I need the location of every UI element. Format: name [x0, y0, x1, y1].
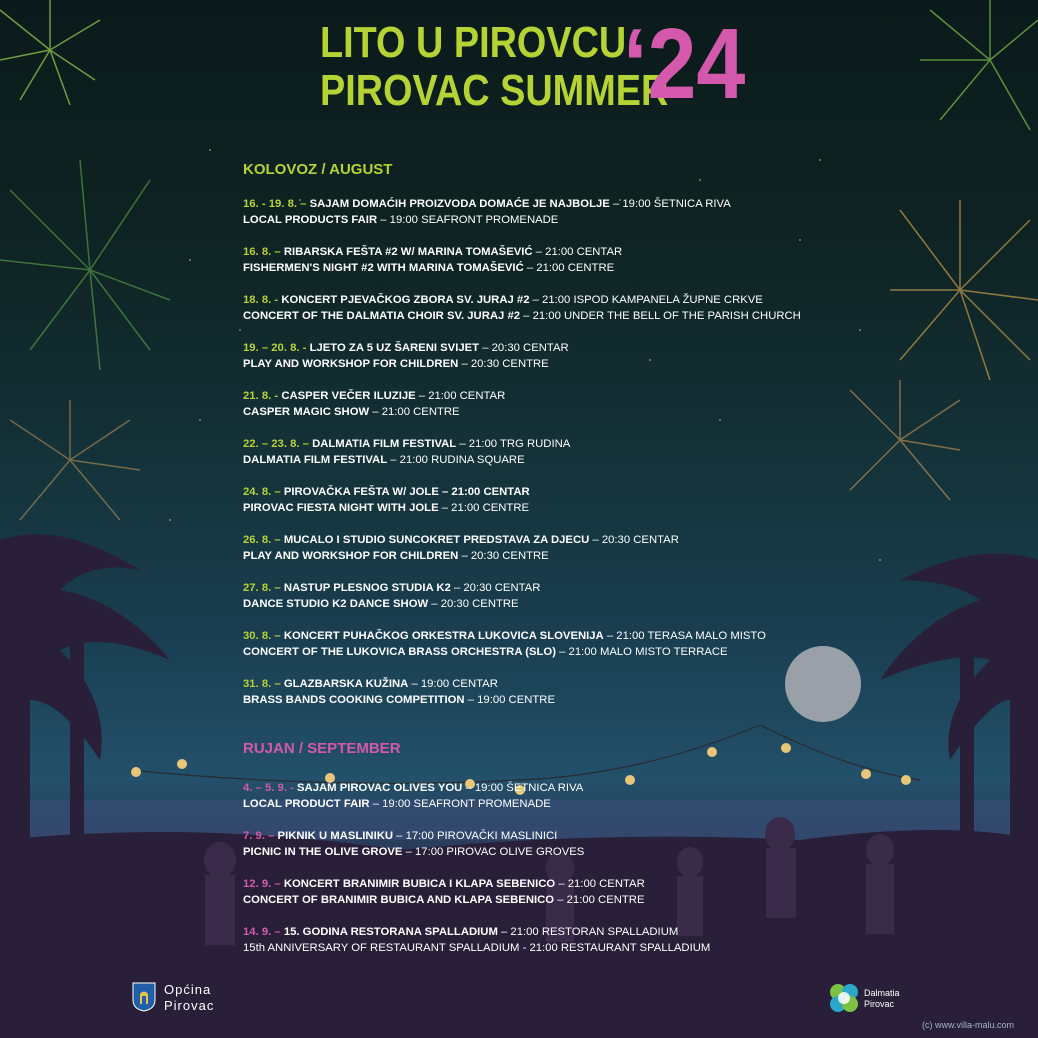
event-date: 14. 9. –: [243, 926, 281, 938]
event-info-hr: – 21:00 CENTAR: [558, 878, 645, 890]
event-info-hr: – 19:00 CENTAR: [411, 678, 498, 690]
event-info-hr: – 21:00 CENTAR: [535, 246, 623, 258]
event-date: 12. 9. –: [243, 878, 281, 890]
event-info-hr: – 21:00 CENTAR: [418, 390, 506, 402]
event-title-hr: PIROVAČKA FEŠTA W/ JOLE – 21:00 CENTAR: [283, 486, 530, 498]
event-info-hr: – 20:30 CENTAR: [453, 582, 541, 594]
event-date: 19. – 20. 8. -: [243, 342, 307, 354]
event-info-hr: – 20:30 CENTAR: [592, 534, 679, 546]
event-info-en: – 21:00 CENTRE: [372, 406, 460, 418]
event-title-hr: DALMATIA FILM FESTIVAL: [312, 438, 457, 450]
event-info-hr: – 21:00 RESTORAN SPALLADIUM: [501, 926, 679, 938]
event-sep-3: [243, 924, 710, 956]
firework-top-right: [920, 0, 1038, 130]
section-heading-september: RUJAN / SEPTEMBER: [243, 740, 401, 757]
event-info-en: – 21:00 CENTRE: [441, 502, 530, 514]
title-line-2: PIROVAC SUMMER: [320, 66, 669, 115]
event-aug-9: [243, 628, 766, 660]
event-sep-1: [243, 828, 584, 860]
event-aug-7: [243, 532, 679, 564]
event-date: 24. 8. –: [243, 486, 281, 498]
event-title-hr: MUCALO I STUDIO SUNCOKRET PREDSTAVA ZA DJECU: [283, 534, 590, 546]
moon: [785, 646, 861, 722]
event-aug-6: [243, 484, 530, 516]
brand-name: Dalmatia Pirovac: [864, 988, 900, 1009]
event-date: 16. 8. –: [243, 246, 281, 258]
event-info-en: – 19:00 SEAFRONT PROMENADE: [380, 214, 559, 226]
event-date: 22. – 23. 8. –: [243, 438, 309, 450]
event-date: 16. - 19. 8. –: [243, 198, 307, 210]
event-title-hr: LJETO ZA 5 UZ ŠARENI SVIJET: [309, 342, 480, 354]
credit-text: (c) www.villa-malu.com: [922, 1020, 1015, 1030]
event-title-en: CONCERT OF THE LUKOVICA BRASS ORCHESTRA (SLO): [243, 646, 556, 658]
event-info-hr: – 19:00 ŠETNICA RIVA: [465, 782, 584, 794]
event-title-en: PIROVAC FIESTA NIGHT WITH JOLE: [243, 502, 439, 514]
event-info-en: – 20:30 CENTRE: [431, 598, 519, 610]
event-sep-0: [243, 780, 583, 812]
event-info-hr: – 17:00 PIROVAČKI MASLINICI: [396, 830, 558, 842]
event-date: 21. 8. -: [243, 390, 279, 402]
event-date: 4. – 5. 9. -: [243, 782, 294, 794]
firework-right-low: [850, 380, 960, 500]
event-title-en: BRASS BANDS COOKING COMPETITION: [243, 694, 465, 706]
event-date: 30. 8. –: [243, 630, 281, 642]
title-year: ‘24: [623, 8, 746, 120]
event-aug-0: [243, 196, 731, 228]
event-title-hr: SAJAM PIROVAC OLIVES YOU: [297, 782, 463, 794]
event-date: 26. 8. –: [243, 534, 281, 546]
event-title-hr: RIBARSKA FEŠTA #2 W/ MARINA TOMAŠEVIĆ: [283, 246, 533, 258]
event-title-hr: GLAZBARSKA KUŽINA: [283, 678, 409, 690]
event-title-en: PLAY AND WORKSHOP FOR CHILDREN: [243, 358, 459, 370]
event-info-en: – 21:00 MALO MISTO TERRACE: [559, 646, 728, 658]
event-info-en: – 21:00 RUDINA SQUARE: [390, 454, 525, 466]
event-title-hr: KONCERT PJEVAČKOG ZBORA SV. JURAJ #2: [281, 294, 530, 306]
municipality-name: Općina Pirovac: [164, 982, 215, 1013]
event-info-hr: – 21:00 TERASA MALO MISTO: [606, 630, 766, 642]
event-sep-2: [243, 876, 645, 908]
event-title-en: DANCE STUDIO K2 DANCE SHOW: [243, 598, 429, 610]
event-title-en: PICNIC IN THE OLIVE GROVE: [243, 846, 403, 858]
event-title-hr: KONCERT PUHAČKOG ORKESTRA LUKOVICA SLOVENIJA: [283, 630, 604, 642]
event-title-en: PLAY AND WORKSHOP FOR CHILDREN: [243, 550, 459, 562]
event-title-hr: PIKNIK U MASLINIKU: [277, 830, 394, 842]
event-title-en: LOCAL PRODUCT FAIR: [243, 798, 370, 810]
event-title-en: CONCERT OF BRANIMIR BUBICA AND KLAPA SEBENICO: [243, 894, 555, 906]
event-info-en: – 20:30 CENTRE: [461, 358, 549, 370]
firework-left: [0, 160, 170, 370]
event-info-en: – 21:00 CENTRE: [557, 894, 645, 906]
event-aug-3: [243, 340, 569, 372]
leaf-logo-icon: [828, 982, 860, 1014]
dalmatia-pirovac-logo: [828, 982, 900, 1019]
event-aug-4: [243, 388, 505, 420]
event-info-hr: – 20:30 CENTAR: [482, 342, 569, 354]
section-heading-august: KOLOVOZ / AUGUST: [243, 161, 393, 178]
coat-of-arms-icon: [132, 982, 156, 1012]
event-info-en: 15th ANNIVERSARY OF RESTAURANT SPALLADIUM - 21:00 RESTAURANT SPALLADIUM: [243, 942, 711, 954]
event-info-en: – 21:00 CENTRE: [526, 262, 615, 274]
event-info-en: – 19:00 SEAFRONT PROMENADE: [372, 798, 551, 810]
event-info-en: – 21:00 UNDER THE BELL OF THE PARISH CHURCH: [523, 310, 801, 322]
event-title-hr: SAJAM DOMAĆIH PROIZVODA DOMAĆE JE NAJBOLJE: [309, 198, 610, 210]
firework-right: [890, 200, 1038, 380]
event-info-hr: – 19:00 ŠETNICA RIVA: [612, 198, 731, 210]
event-title-en: LOCAL PRODUCTS FAIR: [243, 214, 378, 226]
title-line-1: LITO U PIROVCU: [320, 18, 627, 67]
event-aug-10: [243, 676, 555, 708]
event-info-hr: – 21:00 ISPOD KAMPANELA ŽUPNE CRKVE: [532, 294, 763, 306]
event-info-en: – 20:30 CENTRE: [461, 550, 549, 562]
event-info-en: – 19:00 CENTRE: [467, 694, 555, 706]
municipality-logo: [132, 982, 215, 1017]
event-title-hr: 15. GODINA RESTORANA SPALLADIUM: [283, 926, 498, 938]
event-title-hr: NASTUP PLESNOG STUDIA K2: [283, 582, 451, 594]
event-title-hr: CASPER VEČER ILUZIJE: [281, 390, 416, 402]
event-title-en: DALMATIA FILM FESTIVAL: [243, 454, 388, 466]
event-aug-8: [243, 580, 540, 612]
event-date: 31. 8. –: [243, 678, 281, 690]
event-aug-1: [243, 244, 622, 276]
event-title-hr: KONCERT BRANIMIR BUBICA I KLAPA SEBENICO: [283, 878, 556, 890]
event-date: 7. 9. –: [243, 830, 275, 842]
event-date: 18. 8. -: [243, 294, 279, 306]
event-info-hr: – 21:00 TRG RUDINA: [459, 438, 571, 450]
event-title-en: CASPER MAGIC SHOW: [243, 406, 370, 418]
event-aug-5: [243, 436, 570, 468]
firework-top-left: [0, 0, 100, 105]
event-aug-2: [243, 292, 801, 324]
event-date: 27. 8. –: [243, 582, 281, 594]
event-title-en: CONCERT OF THE DALMATIA CHOIR SV. JURAJ #2: [243, 310, 521, 322]
event-title-en: FISHERMEN'S NIGHT #2 WITH MARINA TOMAŠEVIĆ: [243, 262, 524, 274]
firework-left-low: [10, 400, 140, 520]
event-info-en: – 17:00 PIROVAC OLIVE GROVES: [405, 846, 585, 858]
